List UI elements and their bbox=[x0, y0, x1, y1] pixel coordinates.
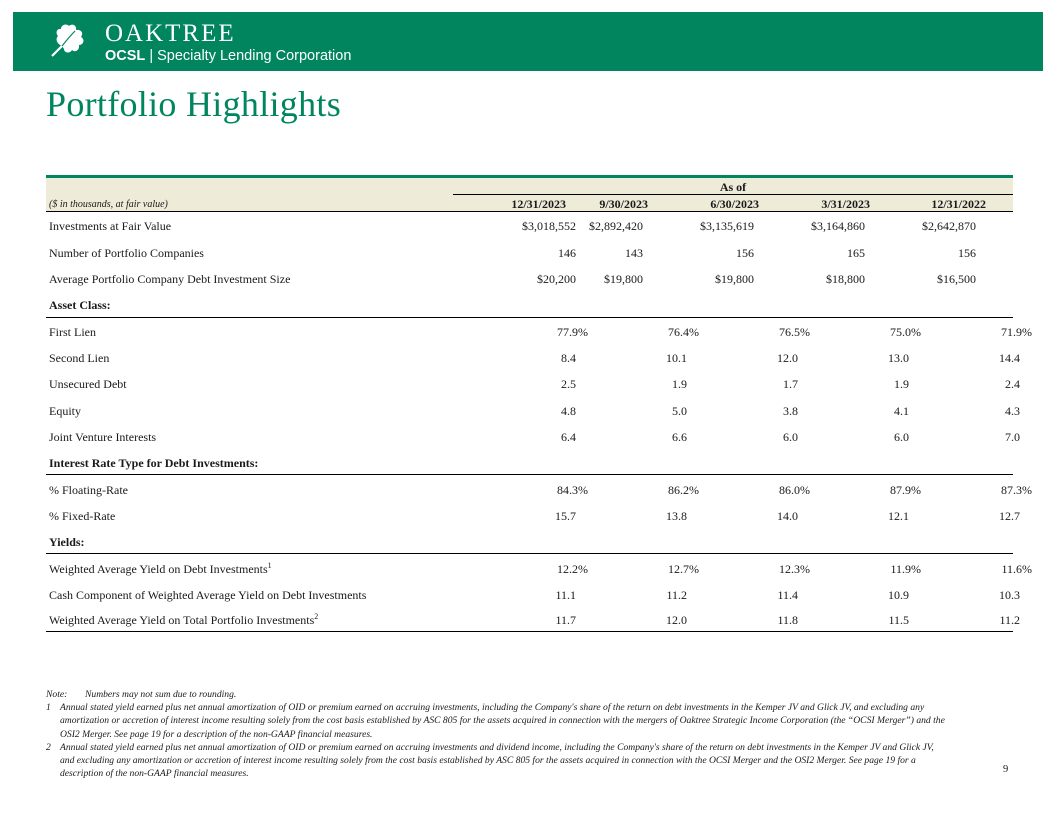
cell: 12.7% bbox=[668, 562, 699, 576]
cell: 156 bbox=[958, 246, 976, 260]
footnote bbox=[46, 701, 946, 741]
cell: 12.3% bbox=[779, 562, 810, 576]
cell: 86.2% bbox=[668, 483, 699, 497]
cell: 77.9% bbox=[557, 325, 588, 339]
section-rule bbox=[46, 317, 1013, 318]
table-row bbox=[46, 404, 1020, 424]
cell: 11.4 bbox=[777, 588, 798, 602]
row-label: Investments at Fair Value bbox=[49, 219, 172, 233]
cell: 4.8 bbox=[561, 404, 576, 418]
oak-leaf-icon bbox=[48, 22, 90, 60]
cell: $2,892,420 bbox=[589, 219, 643, 233]
cell: $16,500 bbox=[937, 272, 976, 286]
cell: 4.1 bbox=[894, 404, 909, 418]
table-row bbox=[46, 219, 1013, 239]
row-label: Equity bbox=[49, 404, 81, 418]
cell: 2.4 bbox=[1005, 377, 1020, 391]
table-row bbox=[46, 325, 1032, 345]
cell: 4.3 bbox=[1005, 404, 1020, 418]
cell: 10.9 bbox=[888, 588, 909, 602]
cell: $19,800 bbox=[604, 272, 643, 286]
column-header: 9/30/2023 bbox=[599, 197, 648, 211]
cell: 6.0 bbox=[783, 430, 798, 444]
row-label: Joint Venture Interests bbox=[49, 430, 157, 444]
table-row bbox=[46, 377, 1020, 397]
section-label: Yields: bbox=[49, 535, 85, 549]
section-label: Asset Class: bbox=[49, 298, 111, 312]
cell: 10.1 bbox=[666, 351, 687, 365]
row-label: Number of Portfolio Companies bbox=[49, 246, 204, 260]
cell: 10.3 bbox=[999, 588, 1020, 602]
column-header: 12/31/2022 bbox=[931, 197, 986, 211]
note-text: Numbers may not sum due to rounding. bbox=[85, 689, 237, 700]
section-rule bbox=[46, 553, 1013, 554]
brand-subtitle bbox=[105, 47, 351, 65]
table-row bbox=[46, 561, 1032, 582]
cell: 12.7 bbox=[999, 509, 1020, 523]
row-label: First Lien bbox=[49, 325, 96, 339]
as-of-rule bbox=[453, 194, 1013, 195]
column-header: 12/31/2023 bbox=[511, 197, 566, 211]
cell: $3,164,860 bbox=[811, 219, 865, 233]
cell: $3,018,552 bbox=[522, 219, 576, 233]
cell: 6.4 bbox=[561, 430, 576, 444]
section-rule bbox=[46, 474, 1013, 475]
row-label bbox=[49, 588, 366, 603]
cell: 11.1 bbox=[555, 588, 576, 602]
cell: 5.0 bbox=[672, 404, 687, 418]
cell: 12.2% bbox=[557, 562, 588, 576]
footnote-marker: 2 bbox=[46, 741, 51, 753]
cell: 12.0 bbox=[777, 351, 798, 365]
section-heading bbox=[46, 535, 1013, 555]
cell: $3,135,619 bbox=[700, 219, 754, 233]
cell: 15.7 bbox=[555, 509, 576, 523]
section-heading bbox=[46, 456, 1013, 476]
cell: 3.8 bbox=[783, 404, 798, 418]
cell: 75.0% bbox=[890, 325, 921, 339]
cell: 14.0 bbox=[777, 509, 798, 523]
cell: 11.8 bbox=[777, 613, 798, 627]
cell: $19,800 bbox=[715, 272, 754, 286]
cell: 1.9 bbox=[894, 377, 909, 391]
footnote-ref: 1 bbox=[267, 561, 272, 570]
cell: 11.5 bbox=[888, 613, 909, 627]
table-row bbox=[46, 246, 1013, 266]
header-banner bbox=[13, 12, 1043, 71]
row-label-text: Cash Component of Weighted Average Yield on Debt Investments bbox=[49, 588, 367, 602]
row-label bbox=[49, 613, 318, 628]
table-row bbox=[46, 430, 1020, 450]
page-number: 9 bbox=[1003, 764, 1009, 775]
cell: 143 bbox=[625, 246, 643, 260]
cell: 2.5 bbox=[561, 377, 576, 391]
cell: 71.9% bbox=[1001, 325, 1032, 339]
cell: 11.2 bbox=[666, 588, 687, 602]
cell: 6.6 bbox=[672, 430, 687, 444]
note-rounding bbox=[46, 688, 946, 701]
footnote-ref: 2 bbox=[314, 612, 319, 621]
brand-name: OAKTREE bbox=[105, 20, 236, 47]
cell: 165 bbox=[847, 246, 865, 260]
table-row bbox=[46, 351, 1020, 371]
note-tag: Note: bbox=[46, 689, 68, 700]
brand-company: Specialty Lending Corporation bbox=[157, 48, 352, 64]
cell: 13.8 bbox=[666, 509, 687, 523]
section-label: Interest Rate Type for Debt Investments: bbox=[49, 456, 259, 470]
cell: 86.0% bbox=[779, 483, 810, 497]
column-header: 6/30/2023 bbox=[710, 197, 759, 211]
cell: 76.5% bbox=[779, 325, 810, 339]
cell: 11.6% bbox=[1001, 562, 1032, 576]
table-bottom-rule bbox=[46, 631, 1013, 632]
cell: 84.3% bbox=[557, 483, 588, 497]
row-label: Second Lien bbox=[49, 351, 110, 365]
row-label-text: Weighted Average Yield on Total Portfolio Investments bbox=[49, 613, 315, 627]
cell: 7.0 bbox=[1005, 430, 1020, 444]
page-title: Portfolio Highlights bbox=[46, 84, 342, 124]
cell: 14.4 bbox=[999, 351, 1020, 365]
cell: $2,642,870 bbox=[922, 219, 976, 233]
row-label: % Fixed-Rate bbox=[49, 509, 116, 523]
cell: 11.2 bbox=[999, 613, 1020, 627]
as-of-label: As of bbox=[719, 180, 747, 194]
table-row bbox=[46, 612, 1020, 633]
cell: 1.7 bbox=[783, 377, 798, 391]
footnote bbox=[46, 741, 946, 781]
row-label: Unsecured Debt bbox=[49, 377, 127, 391]
cell: 146 bbox=[558, 246, 576, 260]
table-row bbox=[46, 272, 1013, 292]
cell: 11.9% bbox=[890, 562, 921, 576]
table-row bbox=[46, 509, 1020, 529]
brand-ticker: OCSL bbox=[105, 48, 146, 64]
table-row bbox=[46, 588, 1020, 608]
row-label: % Floating-Rate bbox=[49, 483, 128, 497]
cell: 76.4% bbox=[668, 325, 699, 339]
cell: 87.9% bbox=[890, 483, 921, 497]
cell: 6.0 bbox=[894, 430, 909, 444]
cell: 1.9 bbox=[672, 377, 687, 391]
table-header bbox=[46, 178, 1013, 212]
cell: 11.7 bbox=[555, 613, 576, 627]
cell: 13.0 bbox=[888, 351, 909, 365]
row-label: Average Portfolio Company Debt Investment Size bbox=[49, 272, 291, 286]
cell: $18,800 bbox=[826, 272, 865, 286]
cell: 8.4 bbox=[561, 351, 576, 365]
cell: 87.3% bbox=[1001, 483, 1032, 497]
cell: 156 bbox=[736, 246, 754, 260]
section-heading bbox=[46, 298, 1013, 318]
column-header: 3/31/2023 bbox=[821, 197, 870, 211]
footnote-text: Annual stated yield earned plus net annual amortization of OID or premium earned on accruing investments, including the Company's share of the return on debt investments in the Kemper JV and Glick JV, and excluding any amortization or accretion of interest income resulting solely from the cost basis established by ASC 805 for the assets acquired in connection with the mergers of Oaktree Strategic Income Corporation (the “OCSI Merger”) and the OSI2 Merger. See page 19 for a description of the non-GAAP financial measures. bbox=[60, 702, 945, 740]
table-row bbox=[46, 483, 1032, 503]
row-label bbox=[49, 562, 272, 577]
footnote-marker: 1 bbox=[46, 702, 51, 714]
units-note: ($ in thousands, at fair value) bbox=[49, 199, 168, 210]
cell: 12.0 bbox=[666, 613, 687, 627]
footnotes bbox=[46, 688, 946, 780]
cell: $20,200 bbox=[537, 272, 576, 286]
footnote-text: Annual stated yield earned plus net annual amortization of OID or premium earned on accruing investments and dividend income, including the Company's share of the return on debt investments in the Kemper JV and Glick JV, and excluding any amortization or accretion of interest income resulting solely from the cost basis established by ASC 805 for the assets acquired in connection with the OCSI Merger and the OSI2 Merger. See page 19 for a description of the non-GAAP financial measures. bbox=[60, 741, 934, 780]
brand-separator: | bbox=[149, 48, 154, 64]
header-bottom-rule bbox=[46, 211, 1013, 212]
cell: 12.1 bbox=[888, 509, 909, 523]
row-label-text: Weighted Average Yield on Debt Investments bbox=[49, 562, 268, 576]
